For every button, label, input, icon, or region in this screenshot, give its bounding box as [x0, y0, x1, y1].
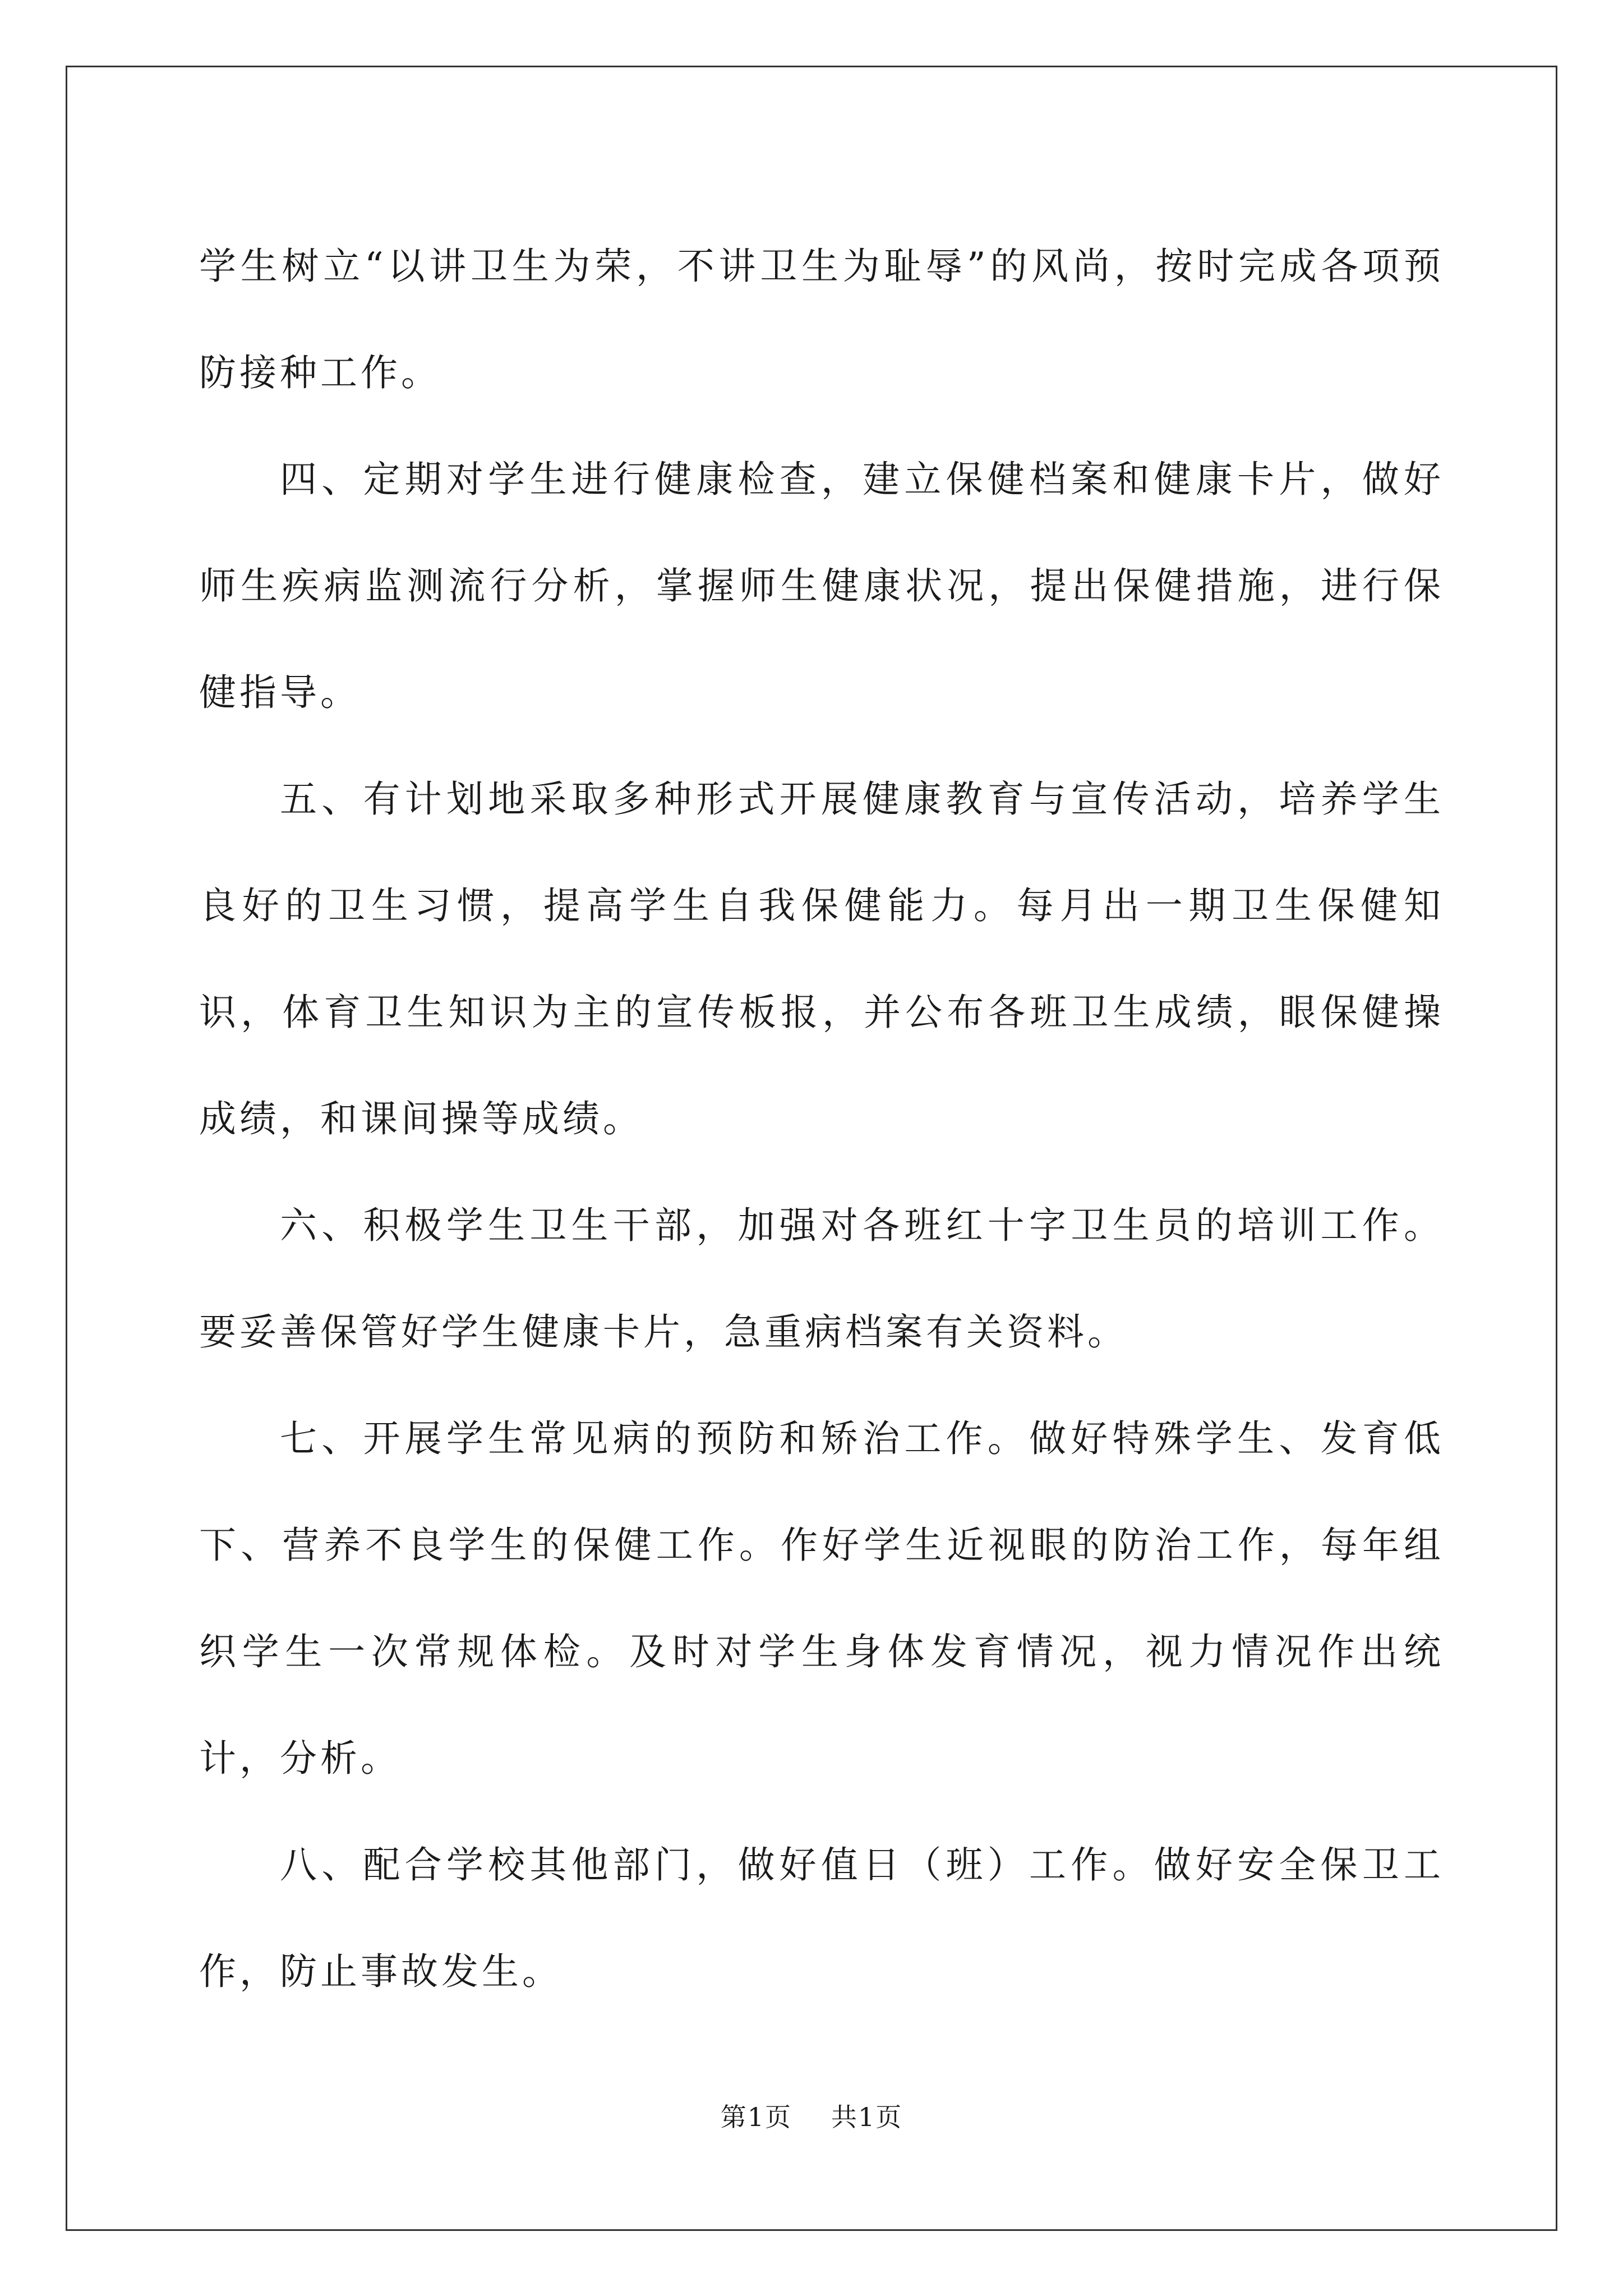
paragraph-item-8: 八、配合学校其他部门，做好值日（班）工作。做好安全保卫工作，防止事故发生。: [199, 1843, 1444, 1993]
paragraph-item-5: 五、有计划地采取多种形式开展健康教育与宣传活动，培养学生良好的卫生习惯，提高学生自我保健能力。每月出一期卫生保健知识，体育卫生知识为主的宣传板报，并公布各班卫生成绩，眼保健操成绩，和课间操等成绩。: [199, 777, 1444, 1140]
page-footer: [0, 2097, 1623, 2134]
document-body: [199, 213, 1444, 2025]
paragraph-item-7: 七、开展学生常见病的预防和矫治工作。做好特殊学生、发育低下、营养不良学生的保健工作。作好学生近视眼的防治工作，每年组织学生一次常规体检。及时对学生身体发育情况，视力情况作出统计，分析。: [199, 1417, 1444, 1780]
paragraph-item-4: 四、定期对学生进行健康检查，建立保健档案和健康卡片，做好师生疾病监测流行分析，掌握师生健康状况，提出保健措施，进行保健指导。: [199, 458, 1444, 714]
page-number-current: 第1页: [720, 2102, 792, 2132]
page-number-total: 共1页: [831, 2102, 903, 2132]
paragraph-item-6: 六、积极学生卫生干部，加强对各班红十字卫生员的培训工作。要妥善保管好学生健康卡片，急重病档案有关资料。: [199, 1204, 1444, 1354]
paragraph-continued: 学生树立“以讲卫生为荣，不讲卫生为耻辱”的风尚，按时完成各项预防接种工作。: [199, 245, 1444, 394]
